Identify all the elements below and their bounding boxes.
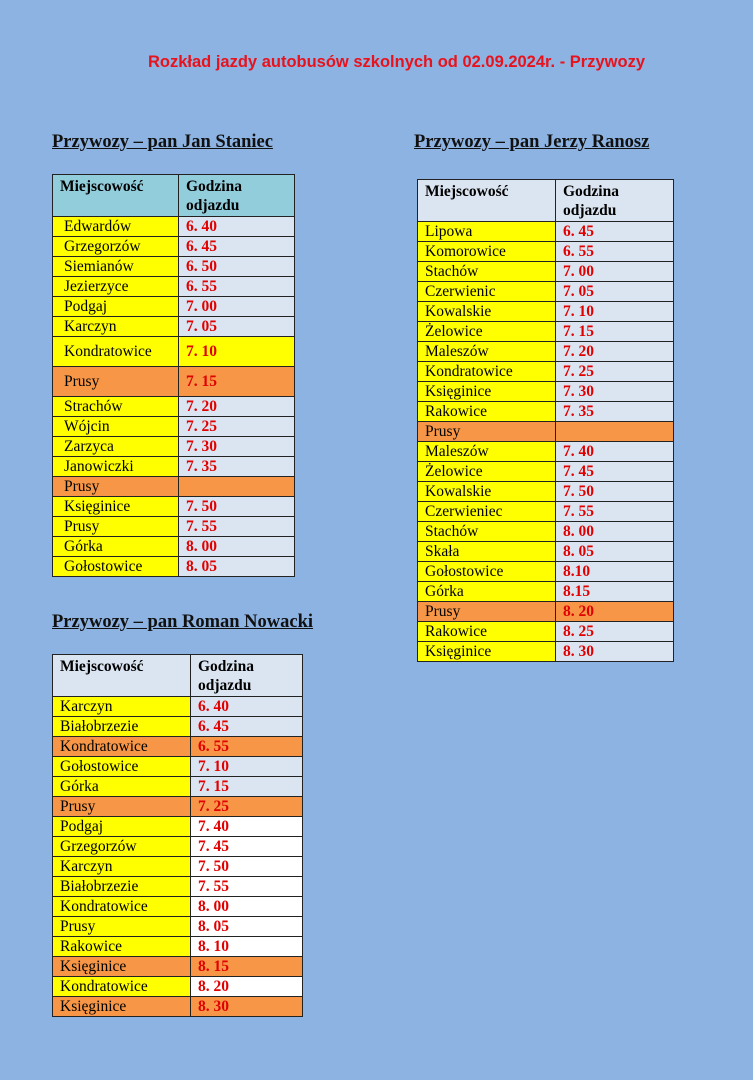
table-row: [53, 917, 303, 937]
time-cell: 8. 25: [556, 622, 674, 642]
table-row: [418, 362, 674, 382]
time-cell: 7. 50: [556, 482, 674, 502]
place-cell: Rakowice: [418, 402, 556, 422]
time-cell: [179, 477, 295, 497]
table-row: [418, 302, 674, 322]
table-row: [418, 542, 674, 562]
place-cell: Gołostowice: [53, 557, 179, 577]
time-cell: 8. 20: [556, 602, 674, 622]
time-cell: [556, 422, 674, 442]
place-cell: Prusy: [418, 602, 556, 622]
table-row: [53, 217, 295, 237]
time-cell: 7. 00: [179, 297, 295, 317]
place-cell: Komorowice: [418, 242, 556, 262]
place-cell: Jezierzyce: [53, 277, 179, 297]
place-cell: Rakowice: [53, 937, 191, 957]
time-cell: 7. 30: [179, 437, 295, 457]
time-cell: 8. 15: [191, 957, 303, 977]
place-cell: Księginice: [53, 957, 191, 977]
time-cell: 7. 40: [191, 817, 303, 837]
column-header-place: Miejscowość: [53, 175, 179, 217]
time-cell: 6. 45: [191, 717, 303, 737]
time-cell: 7. 45: [191, 837, 303, 857]
time-cell: 8. 10: [191, 937, 303, 957]
table-row: [53, 557, 295, 577]
place-cell: Karczyn: [53, 317, 179, 337]
place-cell: Kondratowice: [53, 977, 191, 997]
place-cell: Białobrzezie: [53, 877, 191, 897]
time-cell: 8. 05: [191, 917, 303, 937]
table-row: [53, 957, 303, 977]
place-cell: Rakowice: [418, 622, 556, 642]
time-cell: 7. 20: [179, 397, 295, 417]
place-cell: Księginice: [53, 997, 191, 1017]
schedule-table-ranosz: [417, 179, 674, 662]
place-cell: Żelowice: [418, 322, 556, 342]
place-cell: Lipowa: [418, 222, 556, 242]
place-cell: Grzegorzów: [53, 237, 179, 257]
table-row: [53, 877, 303, 897]
time-cell: 8. 30: [556, 642, 674, 662]
place-cell: Prusy: [53, 517, 179, 537]
time-cell: 6. 40: [191, 697, 303, 717]
place-cell: Żelowice: [418, 462, 556, 482]
table-row: [53, 497, 295, 517]
place-cell: Maleszów: [418, 342, 556, 362]
place-cell: Kowalskie: [418, 302, 556, 322]
table-row: [53, 817, 303, 837]
place-cell: Kondratowice: [53, 897, 191, 917]
time-cell: 7. 15: [556, 322, 674, 342]
time-cell: 7. 55: [179, 517, 295, 537]
time-cell: 7. 15: [191, 777, 303, 797]
table-row: [418, 522, 674, 542]
table-row: [418, 602, 674, 622]
table-row: [53, 457, 295, 477]
table-row: [53, 337, 295, 367]
place-cell: Zarzyca: [53, 437, 179, 457]
time-cell: 7. 40: [556, 442, 674, 462]
table-row: [53, 317, 295, 337]
time-cell: 8. 00: [191, 897, 303, 917]
table-body: [53, 217, 295, 577]
place-cell: Karczyn: [53, 697, 191, 717]
time-cell: 7. 35: [179, 457, 295, 477]
place-cell: Gołostowice: [418, 562, 556, 582]
time-cell: 7. 50: [191, 857, 303, 877]
table-row: [53, 257, 295, 277]
place-cell: Górka: [53, 537, 179, 557]
table-row: [53, 937, 303, 957]
place-cell: Kondratowice: [418, 362, 556, 382]
time-cell: 6. 55: [191, 737, 303, 757]
table-row: [53, 797, 303, 817]
time-cell: 7. 10: [179, 337, 295, 367]
place-cell: Podgaj: [53, 297, 179, 317]
table-row: [53, 757, 303, 777]
table-row: [418, 222, 674, 242]
table-row: [418, 242, 674, 262]
place-cell: Janowiczki: [53, 457, 179, 477]
schedule-table-nowacki: [52, 654, 303, 1017]
place-cell: Czerwieniec: [418, 502, 556, 522]
table-row: [53, 737, 303, 757]
page-title: Rozkład jazdy autobusów szkolnych od 02.09.2024r. - Przywozy: [148, 53, 645, 71]
time-cell: 7. 05: [556, 282, 674, 302]
time-cell: 7. 25: [179, 417, 295, 437]
place-cell: Białobrzezie: [53, 717, 191, 737]
table-row: [418, 502, 674, 522]
table-row: [53, 857, 303, 877]
time-cell: 8. 30: [191, 997, 303, 1017]
place-cell: Górka: [418, 582, 556, 602]
place-cell: Księginice: [418, 382, 556, 402]
table-row: [53, 437, 295, 457]
table-heading-staniec: Przywozy – pan Jan Staniec: [52, 132, 273, 152]
schedule-table-staniec: [52, 174, 295, 577]
time-cell: 8. 05: [179, 557, 295, 577]
place-cell: Maleszów: [418, 442, 556, 462]
place-cell: Prusy: [53, 917, 191, 937]
table-row: [418, 442, 674, 462]
column-header-time: Godzina odjazdu: [179, 175, 295, 217]
time-cell: 7. 30: [556, 382, 674, 402]
table-row: [53, 977, 303, 997]
place-cell: Kowalskie: [418, 482, 556, 502]
table-row: [53, 397, 295, 417]
place-cell: Górka: [53, 777, 191, 797]
time-cell: 7. 10: [556, 302, 674, 322]
place-cell: Edwardów: [53, 217, 179, 237]
place-cell: Wójcin: [53, 417, 179, 437]
table-row: [53, 537, 295, 557]
place-cell: Prusy: [53, 367, 179, 397]
place-cell: Gołostowice: [53, 757, 191, 777]
column-header-time: Godzina odjazdu: [556, 180, 674, 222]
column-header-place: Miejscowość: [53, 655, 191, 697]
place-cell: Podgaj: [53, 817, 191, 837]
time-cell: 6. 40: [179, 217, 295, 237]
table-row: [53, 777, 303, 797]
table-heading-ranosz: Przywozy – pan Jerzy Ranosz: [414, 132, 650, 152]
table-heading-nowacki: Przywozy – pan Roman Nowacki: [52, 612, 314, 632]
table-row: [53, 517, 295, 537]
place-cell: Kondratowice: [53, 737, 191, 757]
time-cell: 6. 55: [556, 242, 674, 262]
time-cell: 8. 00: [556, 522, 674, 542]
time-cell: 7. 05: [179, 317, 295, 337]
place-cell: Karczyn: [53, 857, 191, 877]
time-cell: 7. 55: [191, 877, 303, 897]
time-cell: 6. 45: [556, 222, 674, 242]
table-row: [418, 402, 674, 422]
table-row: [53, 837, 303, 857]
place-cell: Prusy: [53, 797, 191, 817]
table-body: [53, 697, 303, 1017]
column-header-time: Godzina odjazdu: [191, 655, 303, 697]
place-cell: Skała: [418, 542, 556, 562]
table-row: [53, 717, 303, 737]
place-cell: Stachów: [418, 522, 556, 542]
time-cell: 7. 45: [556, 462, 674, 482]
time-cell: 7. 25: [556, 362, 674, 382]
place-cell: Grzegorzów: [53, 837, 191, 857]
table-row: [53, 897, 303, 917]
time-cell: 8. 20: [191, 977, 303, 997]
time-cell: 8. 05: [556, 542, 674, 562]
place-cell: Księginice: [418, 642, 556, 662]
time-cell: 7. 20: [556, 342, 674, 362]
table-row: [418, 422, 674, 442]
table-row: [418, 582, 674, 602]
table-row: [418, 622, 674, 642]
table-row: [418, 482, 674, 502]
table-row: [418, 342, 674, 362]
time-cell: 7. 50: [179, 497, 295, 517]
time-cell: 7. 10: [191, 757, 303, 777]
table-row: [53, 367, 295, 397]
table-row: [53, 277, 295, 297]
time-cell: 7. 15: [179, 367, 295, 397]
table-row: [53, 997, 303, 1017]
time-cell: 7. 00: [556, 262, 674, 282]
place-cell: Kondratowice: [53, 337, 179, 367]
table-row: [418, 282, 674, 302]
table-row: [53, 237, 295, 257]
table-row: [53, 477, 295, 497]
time-cell: 7. 55: [556, 502, 674, 522]
table-row: [418, 642, 674, 662]
table-row: [418, 382, 674, 402]
time-cell: 8.10: [556, 562, 674, 582]
table-row: [418, 322, 674, 342]
table-row: [53, 417, 295, 437]
time-cell: 8.15: [556, 582, 674, 602]
table-row: [418, 262, 674, 282]
place-cell: Siemianów: [53, 257, 179, 277]
place-cell: Stachów: [418, 262, 556, 282]
place-cell: Strachów: [53, 397, 179, 417]
time-cell: 6. 55: [179, 277, 295, 297]
place-cell: Prusy: [418, 422, 556, 442]
place-cell: Czerwienic: [418, 282, 556, 302]
place-cell: Księginice: [53, 497, 179, 517]
time-cell: 8. 00: [179, 537, 295, 557]
time-cell: 7. 35: [556, 402, 674, 422]
table-row: [418, 462, 674, 482]
column-header-place: Miejscowość: [418, 180, 556, 222]
table-row: [53, 297, 295, 317]
table-row: [53, 697, 303, 717]
time-cell: 7. 25: [191, 797, 303, 817]
table-body: [418, 222, 674, 662]
time-cell: 6. 50: [179, 257, 295, 277]
time-cell: 6. 45: [179, 237, 295, 257]
table-row: [418, 562, 674, 582]
place-cell: Prusy: [53, 477, 179, 497]
